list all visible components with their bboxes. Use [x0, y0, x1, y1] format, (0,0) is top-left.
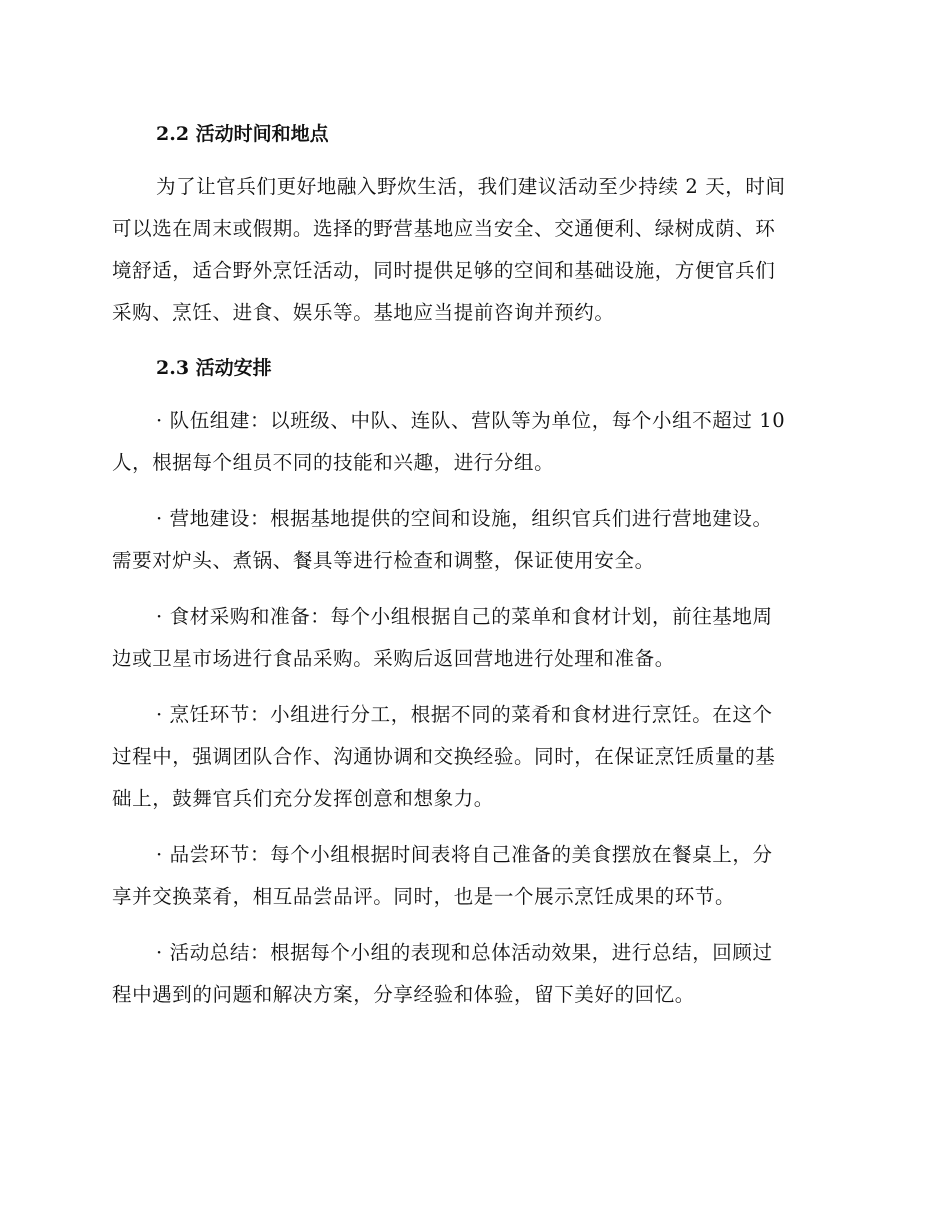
text-line: · 食材采购和准备：每个小组根据自己的菜单和食材计划，前往基地周 [156, 605, 773, 628]
paragraph-tasting [112, 834, 832, 918]
text-line: 采购、烹饪、进食、娱乐等。基地应当提前咨询并预约。 [112, 301, 615, 324]
paragraph-time-location [112, 166, 832, 334]
text-line: · 烹饪环节：小组进行分工，根据不同的菜肴和食材进行烹饪。在这个 [156, 703, 773, 726]
section-heading-2-2: 2.2 活动时间和地点 [156, 123, 329, 145]
text-line: 边或卫星市场进行食品采购。采购后返回营地进行处理和准备。 [112, 647, 675, 670]
text-line: 过程中，强调团队合作、沟通协调和交换经验。同时，在保证烹饪质量的基 [112, 745, 776, 768]
text-line: 程中遇到的问题和解决方案，分享经验和体验，留下美好的回忆。 [112, 983, 695, 1006]
paragraph-camp-setup [112, 498, 832, 582]
text-line: 础上，鼓舞官兵们充分发挥创意和想象力。 [112, 787, 494, 810]
text-line: 人，根据每个组员不同的技能和兴趣，进行分组。 [112, 451, 555, 474]
text-line: 需要对炉头、煮锅、餐具等进行检查和调整，保证使用安全。 [112, 549, 655, 572]
text-line: 可以选在周末或假期。选择的野营基地应当安全、交通便利、绿树成荫、环 [112, 217, 776, 240]
text-line: 境舒适，适合野外烹饪活动，同时提供足够的空间和基础设施，方便官兵们 [112, 259, 776, 282]
text-line: 享并交换菜肴，相互品尝品评。同时，也是一个展示烹饪成果的环节。 [112, 885, 736, 908]
text-line: 为了让官兵们更好地融入野炊生活，我们建议活动至少持续 2 天，时间 [156, 175, 786, 198]
paragraph-ingredients [112, 596, 832, 680]
paragraph-team-formation [112, 400, 832, 484]
section-heading-2-3: 2.3 活动安排 [156, 357, 272, 379]
paragraph-summary [112, 932, 832, 1016]
text-line: · 品尝环节：每个小组根据时间表将自己准备的美食摆放在餐桌上，分 [156, 843, 773, 866]
text-line: · 活动总结：根据每个小组的表现和总体活动效果，进行总结，回顾过 [156, 941, 773, 964]
text-line: · 队伍组建：以班级、中队、连队、营队等为单位，每个小组不超过 10 [156, 409, 786, 432]
paragraph-cooking [112, 694, 832, 820]
text-line: · 营地建设：根据基地提供的空间和设施，组织官兵们进行营地建设。 [156, 507, 773, 530]
